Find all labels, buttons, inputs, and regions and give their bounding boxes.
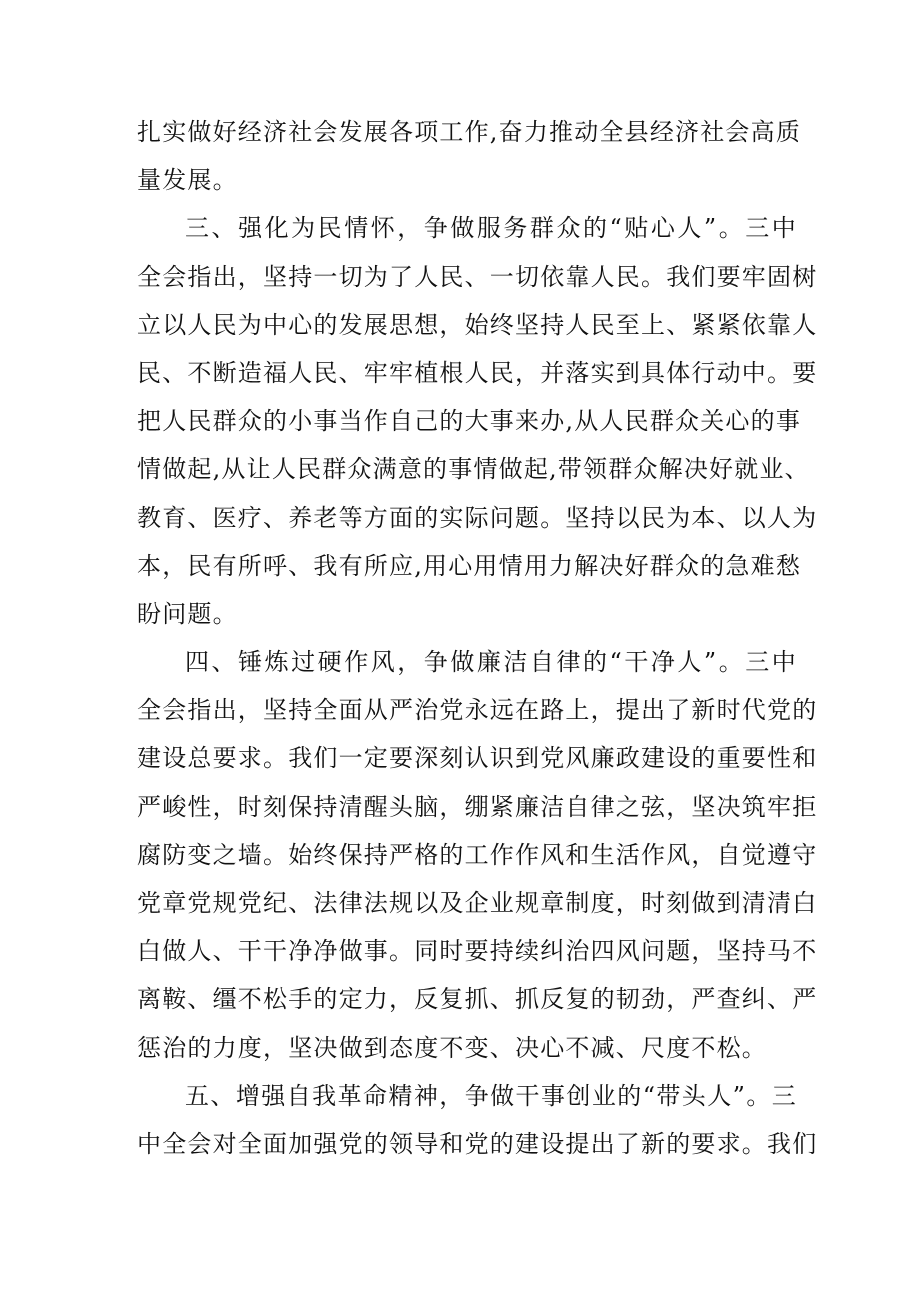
text-line: 党章党规党纪、法律法规以及企业规章制度，时刻做到清清白 [137,889,818,917]
paragraph-first-line: 三、强化为民情怀，争做服务群众的“贴心人”。三中 [185,214,797,243]
text-line: 严峻性，时刻保持清醒头脑，绷紧廉洁自律之弦，坚决筑牢拒 [137,792,818,821]
text-line: 量发展。 [137,166,238,195]
text-line: 把人民群众的小事当作自己的大事来办,从人民群众关心的事 [137,407,802,436]
text-line: 腐防变之墙。始终保持严格的工作作风和生活作风，自觉遵守 [137,840,818,869]
text-line: 离鞍、缰不松手的定力，反复抓、抓反复的韧劲，严查纠、严 [137,985,818,1014]
text-line: 全会指出，坚持全面从严治党永远在路上，提出了新时代党的 [137,696,818,725]
text-line: 建设总要求。我们一定要深刻认识到党风廉政建设的重要性和 [137,744,818,773]
text-line: 白做人、干干净净做事。同时要持续纠治四风问题，坚持马不 [137,937,818,966]
text-line: 惩治的力度，坚决做到态度不变、决心不减、尺度不松。 [137,1033,767,1062]
paragraph-first-line: 四、锤炼过硬作风，争做廉洁自律的“干净人”。三中 [185,648,797,677]
text-line: 盼问题。 [137,599,238,628]
text-line: 本，民有所呼、我有所应,用心用情用力解决好群众的急难愁 [137,551,802,580]
paragraph-first-line: 五、增强自我革命精神，争做干事创业的“带头人”。三 [185,1081,797,1110]
text-line: 立以人民为中心的发展思想，始终坚持人民至上、紧紧依靠人 [137,310,818,339]
text-line: 扎实做好经济社会发展各项工作,奋力推动全县经济社会高质 [137,118,802,146]
text-line: 教育、医疗、养老等方面的实际问题。坚持以民为本、以人为 [137,503,818,532]
text-line: 中全会对全面加强党的领导和党的建设提出了新的要求。我们 [137,1129,818,1158]
text-line: 情做起,从让人民群众满意的事情做起,带领群众解决好就业、 [137,455,810,484]
text-line: 全会指出，坚持一切为了人民、一切依靠人民。我们要牢固树 [137,262,818,291]
body-text [137,108,818,1168]
text-line: 民、不断造福人民、牢牢植根人民，并落实到具体行动中。要 [137,358,818,387]
